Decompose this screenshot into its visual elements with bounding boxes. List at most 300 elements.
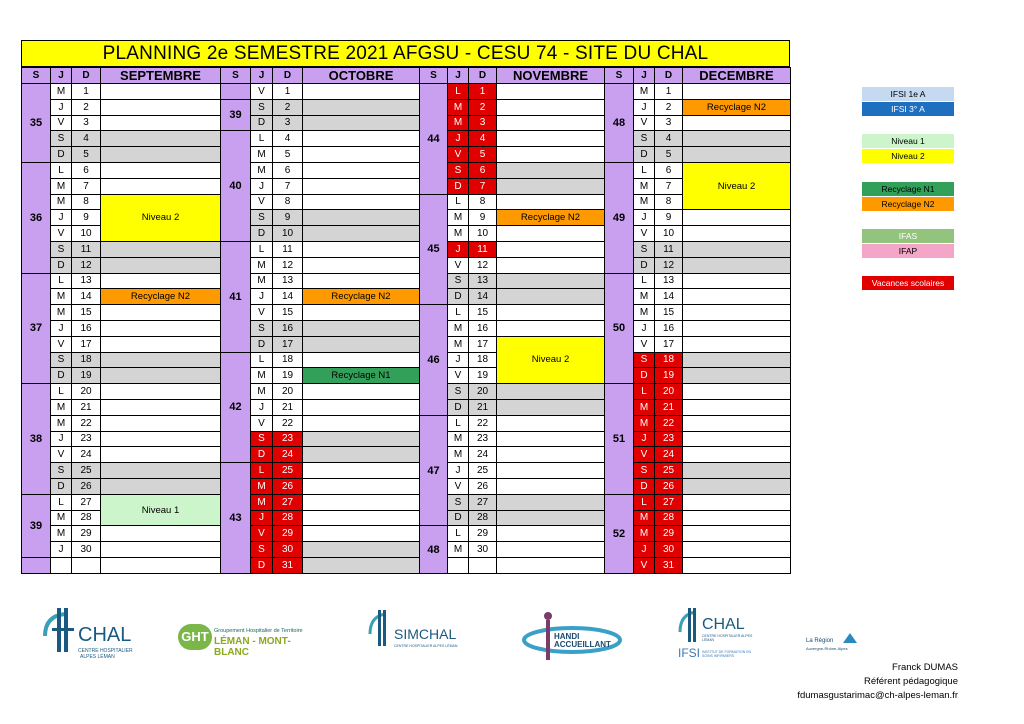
day-number: 9: [655, 210, 683, 226]
day-number: 16: [469, 320, 497, 336]
day-number: 14: [655, 289, 683, 305]
session-event[interactable]: Recyclage N1: [303, 368, 420, 384]
day-row: [221, 273, 420, 289]
region-logo: [806, 606, 866, 676]
session-cell-empty[interactable]: [497, 494, 605, 510]
session-cell-empty[interactable]: [683, 84, 791, 100]
day-number: 12: [273, 257, 303, 273]
day-row: [22, 147, 221, 163]
session-cell-empty[interactable]: [683, 226, 791, 242]
session-cell-empty[interactable]: [497, 478, 605, 494]
session-cell-empty[interactable]: [303, 226, 420, 242]
day-number: 12: [72, 257, 101, 273]
day-letter: S: [51, 241, 72, 257]
day-number: 31: [655, 557, 683, 573]
day-letter: D: [251, 557, 273, 573]
session-cell-empty[interactable]: [683, 305, 791, 321]
day-row: [420, 147, 605, 163]
session-cell-empty[interactable]: [303, 194, 420, 210]
simchal-cross-icon: [366, 606, 396, 650]
session-cell-empty[interactable]: [683, 352, 791, 368]
session-cell-empty[interactable]: [683, 415, 791, 431]
session-cell-empty[interactable]: [101, 447, 221, 463]
day-letter: M: [448, 431, 469, 447]
session-cell-empty[interactable]: [101, 241, 221, 257]
session-cell-empty[interactable]: [683, 526, 791, 542]
day-number: 11: [469, 241, 497, 257]
session-cell-empty[interactable]: [683, 336, 791, 352]
session-cell-empty[interactable]: [497, 510, 605, 526]
day-number: 4: [72, 131, 101, 147]
session-cell-empty[interactable]: [683, 463, 791, 479]
week-number: 46: [420, 305, 448, 416]
session-cell-empty[interactable]: [101, 352, 221, 368]
day-row: [221, 399, 420, 415]
day-letter: V: [51, 336, 72, 352]
session-event[interactable]: Recyclage N2: [497, 210, 605, 226]
chal-ifsi-main: CHAL: [702, 616, 745, 633]
session-cell-empty[interactable]: [683, 257, 791, 273]
day-letter: D: [448, 178, 469, 194]
day-number: 8: [273, 194, 303, 210]
day-number: 19: [655, 368, 683, 384]
legend-item: Niveau 2: [862, 149, 954, 163]
session-cell-empty[interactable]: [303, 526, 420, 542]
day-letter: M: [634, 510, 655, 526]
session-cell-empty[interactable]: [497, 415, 605, 431]
day-letter: L: [448, 84, 469, 100]
day-letter: S: [634, 352, 655, 368]
session-cell-empty[interactable]: [101, 478, 221, 494]
month-table-decembre: [604, 67, 791, 574]
day-number: 2: [72, 99, 101, 115]
day-number: 13: [655, 273, 683, 289]
day-number: 22: [72, 415, 101, 431]
day-number: 30: [273, 542, 303, 558]
day-number: 18: [72, 352, 101, 368]
day-row: [221, 226, 420, 242]
day-letter: M: [448, 210, 469, 226]
session-cell-empty[interactable]: [101, 162, 221, 178]
ifsi-sub: INSTITUT DE FORMATION EN SOINS INFIRMIERS: [702, 650, 752, 658]
day-letter: L: [51, 273, 72, 289]
session-cell-empty[interactable]: [303, 273, 420, 289]
day-row: [22, 463, 221, 479]
day-letter: V: [634, 447, 655, 463]
day-row: [221, 194, 420, 210]
day-row: [22, 320, 221, 336]
session-cell-empty[interactable]: [497, 431, 605, 447]
day-row: [420, 241, 605, 257]
week-cell-empty: [22, 557, 51, 573]
session-cell-empty[interactable]: [303, 320, 420, 336]
day-letter: M: [251, 494, 273, 510]
session-cell-empty[interactable]: [683, 115, 791, 131]
day-letter: L: [634, 273, 655, 289]
day-number: 10: [72, 226, 101, 242]
session-cell-empty[interactable]: [101, 384, 221, 400]
day-number: 2: [655, 99, 683, 115]
day-row: [22, 257, 221, 273]
day-letter: L: [634, 494, 655, 510]
chal-cross-icon: [40, 606, 80, 656]
session-cell-empty[interactable]: [303, 84, 420, 100]
day-letter: S: [448, 494, 469, 510]
day-letter: V: [51, 447, 72, 463]
region-mountain-icon: [842, 632, 858, 644]
session-cell-empty[interactable]: [101, 557, 221, 573]
day-number: 29: [469, 526, 497, 542]
session-cell-empty[interactable]: [101, 84, 221, 100]
day-row: [420, 399, 605, 415]
day-number: 3: [655, 115, 683, 131]
day-letter: J: [634, 320, 655, 336]
day-row: [221, 431, 420, 447]
session-cell-empty[interactable]: [683, 241, 791, 257]
month-table-septembre: [21, 67, 221, 574]
session-cell-empty[interactable]: [101, 257, 221, 273]
session-event[interactable]: Recyclage N2: [303, 289, 420, 305]
session-event[interactable]: Niveau 2: [497, 336, 605, 383]
day-letter-col-header: J: [448, 68, 469, 84]
month-header: SEPTEMBRE: [101, 68, 221, 84]
day-row: [221, 131, 420, 147]
session-cell-empty[interactable]: [683, 320, 791, 336]
session-cell-empty[interactable]: [303, 336, 420, 352]
day-row: [22, 352, 221, 368]
day-letter: D: [51, 478, 72, 494]
day-letter: L: [251, 352, 273, 368]
day-number: 17: [273, 336, 303, 352]
date-col-header: D: [72, 68, 101, 84]
day-number: 18: [655, 352, 683, 368]
session-cell-empty[interactable]: [497, 162, 605, 178]
session-event[interactable]: Recyclage N2: [101, 289, 221, 305]
day-row: [420, 384, 605, 400]
footer-role: Référent pédagogique: [863, 676, 958, 687]
session-cell-empty[interactable]: [303, 447, 420, 463]
day-row: [221, 415, 420, 431]
handi-accueillant-logo: [520, 606, 624, 676]
day-letter: L: [51, 494, 72, 510]
day-number: 12: [469, 257, 497, 273]
session-cell-empty[interactable]: [303, 510, 420, 526]
session-cell-empty[interactable]: [101, 320, 221, 336]
day-number: 1: [72, 84, 101, 100]
session-cell-empty[interactable]: [303, 99, 420, 115]
session-cell-empty[interactable]: [683, 210, 791, 226]
session-cell-empty[interactable]: [683, 131, 791, 147]
session-cell-empty[interactable]: [497, 289, 605, 305]
day-letter: M: [51, 526, 72, 542]
session-cell-empty[interactable]: [497, 84, 605, 100]
session-cell-empty[interactable]: [497, 305, 605, 321]
day-row: [22, 131, 221, 147]
day-letter: D: [634, 257, 655, 273]
handi-line2: ACCUEILLANT: [554, 640, 611, 649]
session-cell-empty[interactable]: [101, 542, 221, 558]
session-event[interactable]: Niveau 2: [101, 194, 221, 241]
day-number: 26: [273, 478, 303, 494]
session-cell-empty[interactable]: [497, 115, 605, 131]
day-letter: S: [634, 131, 655, 147]
session-cell-empty[interactable]: [101, 305, 221, 321]
day-number: 27: [72, 494, 101, 510]
day-row: [221, 510, 420, 526]
day-number: 1: [655, 84, 683, 100]
day-number: 5: [469, 147, 497, 163]
day-row: [420, 210, 605, 226]
session-cell-empty[interactable]: [683, 384, 791, 400]
day-letter: M: [634, 84, 655, 100]
session-cell-empty[interactable]: [303, 557, 420, 573]
week-col-header: S: [420, 68, 448, 84]
day-row: [221, 352, 420, 368]
session-cell-empty[interactable]: [303, 431, 420, 447]
session-cell-empty[interactable]: [101, 431, 221, 447]
day-row: [221, 99, 420, 115]
session-cell-empty[interactable]: [683, 431, 791, 447]
day-number: 21: [469, 399, 497, 415]
day-letter: S: [251, 320, 273, 336]
session-cell-empty[interactable]: [303, 162, 420, 178]
session-cell-empty[interactable]: [497, 273, 605, 289]
session-cell-empty[interactable]: [497, 226, 605, 242]
session-cell-empty[interactable]: [497, 147, 605, 163]
simchal-logo-main: SIMCHAL: [394, 626, 457, 642]
chal-logo: [40, 606, 150, 676]
session-cell-empty[interactable]: [683, 494, 791, 510]
day-letter: V: [448, 147, 469, 163]
day-row: [221, 178, 420, 194]
session-cell-empty[interactable]: [303, 494, 420, 510]
day-number: 20: [655, 384, 683, 400]
session-cell-empty[interactable]: [101, 368, 221, 384]
session-cell-empty[interactable]: [683, 399, 791, 415]
simchal-logo-sub: CENTRE HOSPITALIER ALPES LÉMAN: [394, 644, 458, 648]
session-cell-empty[interactable]: [303, 257, 420, 273]
session-cell-empty[interactable]: [101, 131, 221, 147]
day-letter-col-header: J: [51, 68, 72, 84]
session-cell-empty[interactable]: [497, 526, 605, 542]
session-cell-empty[interactable]: [101, 463, 221, 479]
ifsi-label: IFSI: [678, 646, 701, 660]
day-row: [605, 162, 791, 178]
day-letter: M: [51, 415, 72, 431]
session-cell-empty[interactable]: [303, 415, 420, 431]
day-number: 11: [72, 241, 101, 257]
session-cell-empty[interactable]: [303, 542, 420, 558]
session-cell-empty[interactable]: [303, 178, 420, 194]
day-letter: V: [448, 257, 469, 273]
session-event[interactable]: Niveau 2: [683, 162, 791, 209]
day-letter: L: [634, 162, 655, 178]
day-row: [221, 241, 420, 257]
chal-ifsi-sub: CENTRE HOSPITALIER ALPES LÉMAN: [702, 634, 753, 642]
session-cell-empty[interactable]: [303, 210, 420, 226]
day-letter: [51, 557, 72, 573]
session-cell-empty[interactable]: [303, 305, 420, 321]
session-cell-empty[interactable]: [497, 99, 605, 115]
day-number: [469, 557, 497, 573]
day-letter: D: [51, 257, 72, 273]
day-letter: S: [251, 210, 273, 226]
week-number: 37: [22, 273, 51, 384]
session-cell-empty[interactable]: [497, 557, 605, 573]
session-event[interactable]: Recyclage N2: [683, 99, 791, 115]
day-number: 23: [469, 431, 497, 447]
day-number: 8: [72, 194, 101, 210]
day-row: [420, 510, 605, 526]
day-letter: M: [634, 194, 655, 210]
day-letter: J: [51, 431, 72, 447]
week-number: [221, 84, 251, 100]
session-cell-empty[interactable]: [683, 273, 791, 289]
week-number: 50: [605, 273, 634, 384]
date-col-header: D: [469, 68, 497, 84]
day-letter: V: [251, 84, 273, 100]
session-cell-empty[interactable]: [497, 542, 605, 558]
day-number: 25: [72, 463, 101, 479]
day-number: 25: [655, 463, 683, 479]
day-row: [605, 273, 791, 289]
day-row: [221, 447, 420, 463]
chal-logo-main: CHAL: [78, 624, 132, 646]
day-number: 3: [469, 115, 497, 131]
session-cell-empty[interactable]: [497, 384, 605, 400]
session-cell-empty[interactable]: [303, 241, 420, 257]
day-letter: J: [251, 289, 273, 305]
ght-badge: GHT: [178, 624, 212, 650]
session-cell-empty[interactable]: [101, 399, 221, 415]
session-cell-empty[interactable]: [101, 147, 221, 163]
day-number: 18: [273, 352, 303, 368]
day-number: 4: [273, 131, 303, 147]
footer-email[interactable]: fdumasgustarimac@ch-alpes-leman.fr: [797, 690, 958, 701]
day-number: 15: [655, 305, 683, 321]
session-cell-empty[interactable]: [303, 131, 420, 147]
session-cell-empty[interactable]: [497, 257, 605, 273]
session-cell-empty[interactable]: [303, 384, 420, 400]
session-cell-empty[interactable]: [683, 368, 791, 384]
week-number: 51: [605, 384, 634, 495]
day-number: 28: [469, 510, 497, 526]
date-col-header: D: [655, 68, 683, 84]
session-cell-empty[interactable]: [303, 463, 420, 479]
session-cell-empty[interactable]: [497, 463, 605, 479]
day-row: [22, 478, 221, 494]
day-row: [22, 162, 221, 178]
day-row: [22, 384, 221, 400]
session-cell-empty[interactable]: [497, 320, 605, 336]
session-cell-empty[interactable]: [303, 478, 420, 494]
day-number: 29: [273, 526, 303, 542]
day-number: 6: [655, 162, 683, 178]
session-cell-empty[interactable]: [497, 194, 605, 210]
session-cell-empty[interactable]: [101, 99, 221, 115]
day-letter: S: [51, 131, 72, 147]
day-number: 23: [273, 431, 303, 447]
session-cell-empty[interactable]: [497, 399, 605, 415]
day-row: [420, 526, 605, 542]
day-row: [420, 305, 605, 321]
day-number: 21: [72, 399, 101, 415]
session-cell-empty[interactable]: [101, 273, 221, 289]
session-cell-empty[interactable]: [683, 510, 791, 526]
session-event[interactable]: Niveau 1: [101, 494, 221, 526]
day-letter: J: [448, 352, 469, 368]
page-title: PLANNING 2e SEMESTRE 2021 AFGSU - CESU 74 - SITE DU CHAL: [21, 40, 790, 67]
session-cell-empty[interactable]: [683, 447, 791, 463]
day-number: 30: [469, 542, 497, 558]
day-letter: V: [51, 226, 72, 242]
session-cell-empty[interactable]: [101, 336, 221, 352]
chal-logo-sub2: ALPES LÉMAN: [80, 654, 115, 660]
session-cell-empty[interactable]: [683, 557, 791, 573]
ght-line1: Groupement Hospitalier de Territoire: [214, 628, 303, 634]
day-row: [420, 447, 605, 463]
day-letter: M: [51, 510, 72, 526]
day-row: [22, 336, 221, 352]
session-cell-empty[interactable]: [101, 415, 221, 431]
session-cell-empty[interactable]: [303, 115, 420, 131]
date-col-header: D: [273, 68, 303, 84]
session-cell-empty[interactable]: [303, 352, 420, 368]
day-number: 30: [72, 542, 101, 558]
session-cell-empty[interactable]: [683, 478, 791, 494]
day-number: 28: [72, 510, 101, 526]
day-number: 19: [469, 368, 497, 384]
day-row: [420, 194, 605, 210]
day-number: 7: [273, 178, 303, 194]
day-number: 7: [655, 178, 683, 194]
week-number: 43: [221, 463, 251, 574]
session-cell-empty[interactable]: [303, 147, 420, 163]
day-letter: M: [251, 257, 273, 273]
day-letter: M: [634, 305, 655, 321]
day-letter: J: [251, 510, 273, 526]
session-cell-empty[interactable]: [497, 447, 605, 463]
day-letter: L: [251, 241, 273, 257]
day-row: [420, 431, 605, 447]
session-cell-empty[interactable]: [497, 241, 605, 257]
session-cell-empty[interactable]: [303, 399, 420, 415]
day-letter: J: [634, 431, 655, 447]
day-letter: V: [251, 526, 273, 542]
session-cell-empty[interactable]: [101, 115, 221, 131]
session-cell-empty[interactable]: [101, 526, 221, 542]
session-cell-empty[interactable]: [683, 147, 791, 163]
week-number: 47: [420, 415, 448, 526]
session-cell-empty[interactable]: [497, 178, 605, 194]
session-cell-empty[interactable]: [683, 289, 791, 305]
day-row: [221, 384, 420, 400]
day-row: [420, 257, 605, 273]
session-cell-empty[interactable]: [683, 542, 791, 558]
day-letter: J: [51, 320, 72, 336]
session-cell-empty[interactable]: [101, 178, 221, 194]
day-row: [420, 226, 605, 242]
day-row: [22, 178, 221, 194]
day-number: 1: [273, 84, 303, 100]
day-number: 20: [273, 384, 303, 400]
day-number: 11: [655, 241, 683, 257]
week-number: 36: [22, 162, 51, 273]
session-cell-empty[interactable]: [497, 131, 605, 147]
day-number: 31: [273, 557, 303, 573]
day-letter: M: [51, 399, 72, 415]
day-number: 24: [655, 447, 683, 463]
